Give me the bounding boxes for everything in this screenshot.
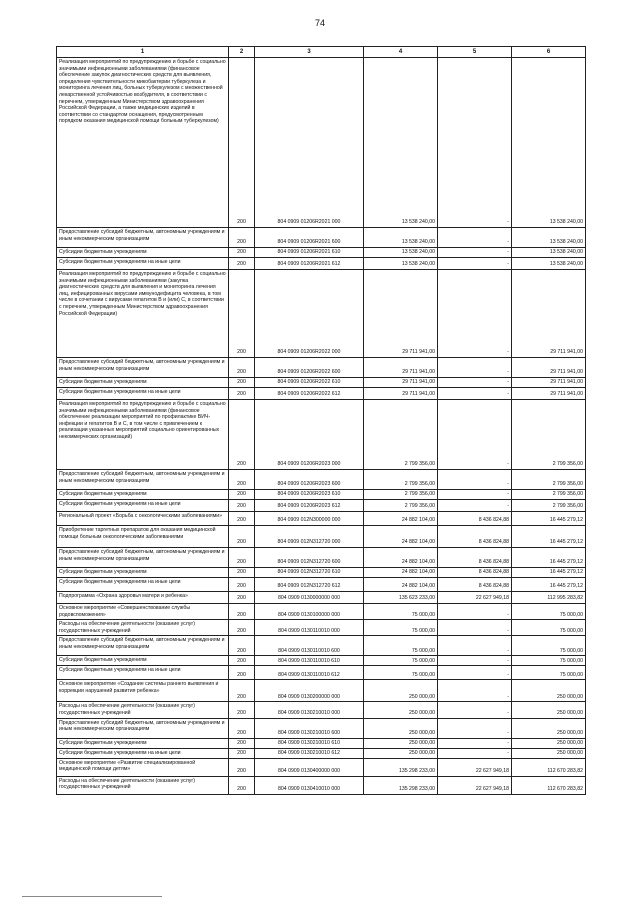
row-value-4: 2 799 356,00	[364, 500, 438, 512]
table-row	[57, 228, 586, 248]
table-row	[57, 548, 586, 568]
row-value-6: 16 445 279,12	[512, 578, 586, 592]
table-row	[57, 592, 586, 604]
row-value-5: -	[438, 490, 512, 500]
table-row	[57, 500, 586, 512]
footer-rule	[22, 896, 162, 897]
row-code: 200	[229, 702, 255, 718]
row-kbk: 804 0909 01206R2022 610	[255, 378, 364, 388]
row-value-4: 13 538 240,00	[364, 248, 438, 258]
row-code: 200	[229, 568, 255, 578]
row-value-6: 29 711 941,00	[512, 270, 586, 358]
row-value-5: -	[438, 470, 512, 490]
row-value-5: -	[438, 718, 512, 738]
row-value-5: 8 436 824,88	[438, 578, 512, 592]
row-value-6: 16 445 279,12	[512, 526, 586, 548]
row-kbk: 804 0909 01206R2021 000	[255, 58, 364, 228]
row-value-5: -	[438, 258, 512, 270]
row-code: 200	[229, 656, 255, 666]
row-value-4: 2 799 356,00	[364, 490, 438, 500]
row-value-5: -	[438, 620, 512, 636]
row-name: Приобретение таргетных препаратов для оказания медицинской помощи больным онкологическими заболеваниями	[57, 526, 229, 548]
row-kbk: 804 0909 01206R2022 000	[255, 270, 364, 358]
row-kbk: 804 0909 012N312720 610	[255, 568, 364, 578]
table-row	[57, 400, 586, 470]
row-value-4: 2 799 356,00	[364, 400, 438, 470]
table-row	[57, 718, 586, 738]
row-name: Субсидии бюджетным учреждениям	[57, 490, 229, 500]
row-name: Субсидии бюджетным учреждениям на иные цели	[57, 578, 229, 592]
row-kbk: 804 0909 01206R2021 612	[255, 258, 364, 270]
row-value-6: 16 445 279,12	[512, 512, 586, 526]
row-value-4: 13 538 240,00	[364, 258, 438, 270]
row-value-6: 2 799 356,00	[512, 400, 586, 470]
row-value-6: 13 538 240,00	[512, 248, 586, 258]
row-kbk: 804 0909 01206R2023 610	[255, 490, 364, 500]
row-code: 200	[229, 748, 255, 758]
row-value-4: 24 882 104,00	[364, 548, 438, 568]
row-code: 200	[229, 258, 255, 270]
row-value-4: 24 882 104,00	[364, 526, 438, 548]
row-name: Субсидии бюджетным учреждениям	[57, 248, 229, 258]
row-value-4: 75 000,00	[364, 656, 438, 666]
row-value-6: 13 538 240,00	[512, 228, 586, 248]
row-name: Предоставление субсидий бюджетным, автономным учреждениям и иным некоммерческим организациям	[57, 718, 229, 738]
header-col-4: 4	[364, 47, 438, 58]
row-value-5: -	[438, 748, 512, 758]
row-value-5: -	[438, 270, 512, 358]
row-value-5: 22 627 949,18	[438, 776, 512, 794]
row-value-4: 75 000,00	[364, 604, 438, 620]
row-value-5: -	[438, 604, 512, 620]
row-code: 200	[229, 490, 255, 500]
row-value-6: 2 799 356,00	[512, 500, 586, 512]
row-kbk: 804 0909 0130100000 000	[255, 604, 364, 620]
row-name: Предоставление субсидий бюджетным, автономным учреждениям и иным некоммерческим организациям	[57, 548, 229, 568]
row-value-4: 75 000,00	[364, 666, 438, 680]
row-kbk: 804 0909 012N300000 000	[255, 512, 364, 526]
page-number: 74	[314, 18, 325, 28]
table-row	[57, 388, 586, 400]
row-code: 200	[229, 388, 255, 400]
row-code: 200	[229, 680, 255, 702]
row-kbk: 804 0909 0130210010 600	[255, 718, 364, 738]
row-name: Субсидии бюджетным учреждениям на иные цели	[57, 388, 229, 400]
row-name: Субсидии бюджетным учреждениям на иные цели	[57, 748, 229, 758]
row-name: Предоставление субсидий бюджетным, автономным учреждениям и иным некоммерческим организациям	[57, 358, 229, 378]
row-value-4: 75 000,00	[364, 636, 438, 656]
table-row	[57, 358, 586, 378]
row-name: Субсидии бюджетным учреждениям	[57, 568, 229, 578]
row-value-4: 250 000,00	[364, 680, 438, 702]
row-value-6: 250 000,00	[512, 702, 586, 718]
row-kbk: 804 0909 0130110010 600	[255, 636, 364, 656]
row-code: 200	[229, 270, 255, 358]
row-value-5: -	[438, 378, 512, 388]
header-col-5: 5	[438, 47, 512, 58]
table-row	[57, 258, 586, 270]
row-value-5: -	[438, 400, 512, 470]
table-row	[57, 680, 586, 702]
row-name: Предоставление субсидий бюджетным, автономным учреждениям и иным некоммерческим организациям	[57, 470, 229, 490]
row-value-4: 24 882 104,00	[364, 568, 438, 578]
row-name: Субсидии бюджетным учреждениям на иные цели	[57, 258, 229, 270]
row-code: 200	[229, 604, 255, 620]
row-name: Основное мероприятие «Совершенствование службы родовспоможения»	[57, 604, 229, 620]
row-value-4: 135 298 233,00	[364, 776, 438, 794]
table-row	[57, 702, 586, 718]
table-row	[57, 656, 586, 666]
row-value-4: 135 623 233,00	[364, 592, 438, 604]
row-name: Субсидии бюджетным учреждениям	[57, 656, 229, 666]
row-value-4: 24 882 104,00	[364, 578, 438, 592]
row-kbk: 804 0909 01206R2021 600	[255, 228, 364, 248]
row-value-4: 29 711 941,00	[364, 388, 438, 400]
table-row	[57, 568, 586, 578]
row-value-5: -	[438, 358, 512, 378]
row-kbk: 804 0909 01206R2023 612	[255, 500, 364, 512]
row-code: 200	[229, 666, 255, 680]
row-code: 200	[229, 58, 255, 228]
row-name: Расходы на обеспечение деятельности (оказание услуг) государственных учреждений	[57, 702, 229, 718]
row-code: 200	[229, 620, 255, 636]
row-kbk: 804 0909 0130410010 000	[255, 776, 364, 794]
row-value-6: 75 000,00	[512, 620, 586, 636]
row-value-5: 22 627 949,18	[438, 592, 512, 604]
row-code: 200	[229, 738, 255, 748]
row-value-4: 250 000,00	[364, 748, 438, 758]
row-code: 200	[229, 512, 255, 526]
row-kbk: 804 0909 0130210010 000	[255, 702, 364, 718]
row-kbk: 804 0909 012N312720 000	[255, 526, 364, 548]
row-value-5: -	[438, 680, 512, 702]
row-name: Расходы на обеспечение деятельности (оказание услуг) государственных учреждений	[57, 620, 229, 636]
row-value-6: 75 000,00	[512, 666, 586, 680]
row-name: Субсидии бюджетным учреждениям на иные цели	[57, 500, 229, 512]
table-row	[57, 758, 586, 776]
row-value-5: -	[438, 58, 512, 228]
row-value-5: 8 436 824,88	[438, 568, 512, 578]
row-value-6: 29 711 941,00	[512, 388, 586, 400]
row-code: 200	[229, 592, 255, 604]
table-row	[57, 58, 586, 228]
row-value-5: -	[438, 702, 512, 718]
table-row	[57, 666, 586, 680]
row-value-4: 250 000,00	[364, 702, 438, 718]
row-kbk: 804 0909 0130210010 610	[255, 738, 364, 748]
row-kbk: 804 0909 012N312720 612	[255, 578, 364, 592]
row-value-4: 29 711 941,00	[364, 378, 438, 388]
row-value-5: 8 436 824,88	[438, 512, 512, 526]
row-value-5: -	[438, 500, 512, 512]
table-row	[57, 526, 586, 548]
row-kbk: 804 0909 0130110010 610	[255, 656, 364, 666]
row-name: Региональный проект «Борьба с онкологическими заболеваниями»	[57, 512, 229, 526]
row-value-6: 250 000,00	[512, 680, 586, 702]
row-value-4: 24 882 104,00	[364, 512, 438, 526]
row-value-6: 75 000,00	[512, 636, 586, 656]
row-name: Подпрограмма «Охрана здоровья матери и ребенка»	[57, 592, 229, 604]
row-value-4: 135 298 233,00	[364, 758, 438, 776]
budget-table	[56, 46, 586, 795]
row-value-6: 2 799 356,00	[512, 470, 586, 490]
table-row	[57, 604, 586, 620]
row-name: Субсидии бюджетным учреждениям	[57, 378, 229, 388]
row-value-4: 250 000,00	[364, 718, 438, 738]
row-value-5: -	[438, 388, 512, 400]
row-value-4: 2 799 356,00	[364, 470, 438, 490]
row-value-5: 8 436 824,88	[438, 526, 512, 548]
row-value-5: 8 436 824,88	[438, 548, 512, 568]
row-value-6: 75 000,00	[512, 604, 586, 620]
row-value-6: 16 445 279,12	[512, 548, 586, 568]
row-value-4: 250 000,00	[364, 738, 438, 748]
row-kbk: 804 0909 01206R2023 600	[255, 470, 364, 490]
row-code: 200	[229, 500, 255, 512]
row-value-6: 2 799 356,00	[512, 490, 586, 500]
row-value-5: -	[438, 666, 512, 680]
row-value-5: -	[438, 738, 512, 748]
row-value-5: -	[438, 636, 512, 656]
table-row	[57, 470, 586, 490]
row-code: 200	[229, 248, 255, 258]
row-value-6: 16 445 279,12	[512, 568, 586, 578]
table-row	[57, 738, 586, 748]
row-code: 200	[229, 358, 255, 378]
row-name: Основное мероприятие «Создание системы раннего выявления и коррекции нарушений развития ребенка»	[57, 680, 229, 702]
row-kbk: 804 0909 01206R2022 600	[255, 358, 364, 378]
row-value-6: 250 000,00	[512, 718, 586, 738]
row-kbk: 804 0909 01206R2021 610	[255, 248, 364, 258]
row-value-5: -	[438, 248, 512, 258]
row-value-4: 13 538 240,00	[364, 228, 438, 248]
table-row	[57, 636, 586, 656]
row-kbk: 804 0909 0130400000 000	[255, 758, 364, 776]
header-col-6: 6	[512, 47, 586, 58]
header-col-2: 2	[229, 47, 255, 58]
row-value-6: 112 670 283,82	[512, 776, 586, 794]
row-name: Предоставление субсидий бюджетным, автономным учреждениям и иным некоммерческим организациям	[57, 228, 229, 248]
row-value-5: -	[438, 656, 512, 666]
row-name: Субсидии бюджетным учреждениям	[57, 738, 229, 748]
row-value-4: 75 000,00	[364, 620, 438, 636]
row-value-5: 22 627 949,18	[438, 758, 512, 776]
row-value-4: 13 538 240,00	[364, 58, 438, 228]
row-code: 200	[229, 718, 255, 738]
row-value-4: 29 711 941,00	[364, 270, 438, 358]
row-code: 200	[229, 758, 255, 776]
row-value-6: 29 711 941,00	[512, 378, 586, 388]
row-value-6: 112 995 283,82	[512, 592, 586, 604]
row-code: 200	[229, 548, 255, 568]
table-row	[57, 270, 586, 358]
row-kbk: 804 0909 0130210010 612	[255, 748, 364, 758]
row-code: 200	[229, 400, 255, 470]
table-row	[57, 490, 586, 500]
row-name: Реализация мероприятий по предупреждению и борьбе с социально значимыми инфекционными заболеваниями (закупка диагностических средств для выявления и мониторинга лечения лиц, инфицированных вирусами иммунодефицита человека, в том числе в сочетании с вирусами гепатитов B и (или) C, в соответствии с перечнем, утвержденным Министерством здравоохранения Российской Федерации)	[57, 270, 229, 358]
table-row	[57, 378, 586, 388]
row-value-6: 250 000,00	[512, 738, 586, 748]
row-name: Расходы на обеспечение деятельности (оказание услуг) государственных учреждений	[57, 776, 229, 794]
row-kbk: 804 0909 012N312720 600	[255, 548, 364, 568]
row-code: 200	[229, 228, 255, 248]
row-kbk: 804 0909 0130110010 000	[255, 620, 364, 636]
table-row	[57, 620, 586, 636]
header-row	[57, 47, 586, 58]
table-row	[57, 578, 586, 592]
row-value-6: 75 000,00	[512, 656, 586, 666]
table-body	[57, 58, 586, 795]
table-row	[57, 776, 586, 794]
row-value-6: 112 670 283,82	[512, 758, 586, 776]
row-name: Реализация мероприятий по предупреждению и борьбе с социально значимыми инфекционными заболеваниями (финансовое обеспечение закупок диагностических средств для выявления, определения чувствительности микобактерии туберкулеза и мониторинга лечения лиц, больных туберкулезом с множественной лекарственной устойчивостью возбудителя, в соответствии с перечнем, утвержденным Министерством здравоохранения Российской Федерации, а также медицинских изделий в соответствии со стандартом оснащения, предусмотренным порядком оказания медицинской помощи больным туберкулезом)	[57, 58, 229, 228]
row-name: Субсидии бюджетным учреждениям на иные цели	[57, 666, 229, 680]
table-row	[57, 748, 586, 758]
row-code: 200	[229, 578, 255, 592]
header-col-3: 3	[255, 47, 364, 58]
row-code: 200	[229, 378, 255, 388]
row-kbk: 804 0909 0130000000 000	[255, 592, 364, 604]
row-value-6: 250 000,00	[512, 748, 586, 758]
row-value-4: 29 711 941,00	[364, 358, 438, 378]
row-value-6: 13 538 240,00	[512, 258, 586, 270]
row-value-5: -	[438, 228, 512, 248]
row-value-6: 13 538 240,00	[512, 58, 586, 228]
row-value-6: 29 711 941,00	[512, 358, 586, 378]
table-row	[57, 248, 586, 258]
row-kbk: 804 0909 0130110010 612	[255, 666, 364, 680]
row-code: 200	[229, 636, 255, 656]
table-row	[57, 512, 586, 526]
row-name: Основное мероприятие «Развитие специализированной медицинской помощи детям»	[57, 758, 229, 776]
row-kbk: 804 0909 01206R2023 000	[255, 400, 364, 470]
row-code: 200	[229, 470, 255, 490]
row-code: 200	[229, 776, 255, 794]
row-name: Предоставление субсидий бюджетным, автономным учреждениям и иным некоммерческим организациям	[57, 636, 229, 656]
row-code: 200	[229, 526, 255, 548]
row-kbk: 804 0909 0130200000 000	[255, 680, 364, 702]
row-name: Реализация мероприятий по предупреждению и борьбе с социально значимыми инфекционными заболеваниями (финансовое обеспечение реализации мероприятий по профилактике ВИЧ-инфекции и гепатитов B и C, в том числе с привлечением к реализации указанных мероприятий социально ориентированных некоммерческих организаций)	[57, 400, 229, 470]
row-kbk: 804 0909 01206R2022 612	[255, 388, 364, 400]
header-col-1: 1	[57, 47, 229, 58]
